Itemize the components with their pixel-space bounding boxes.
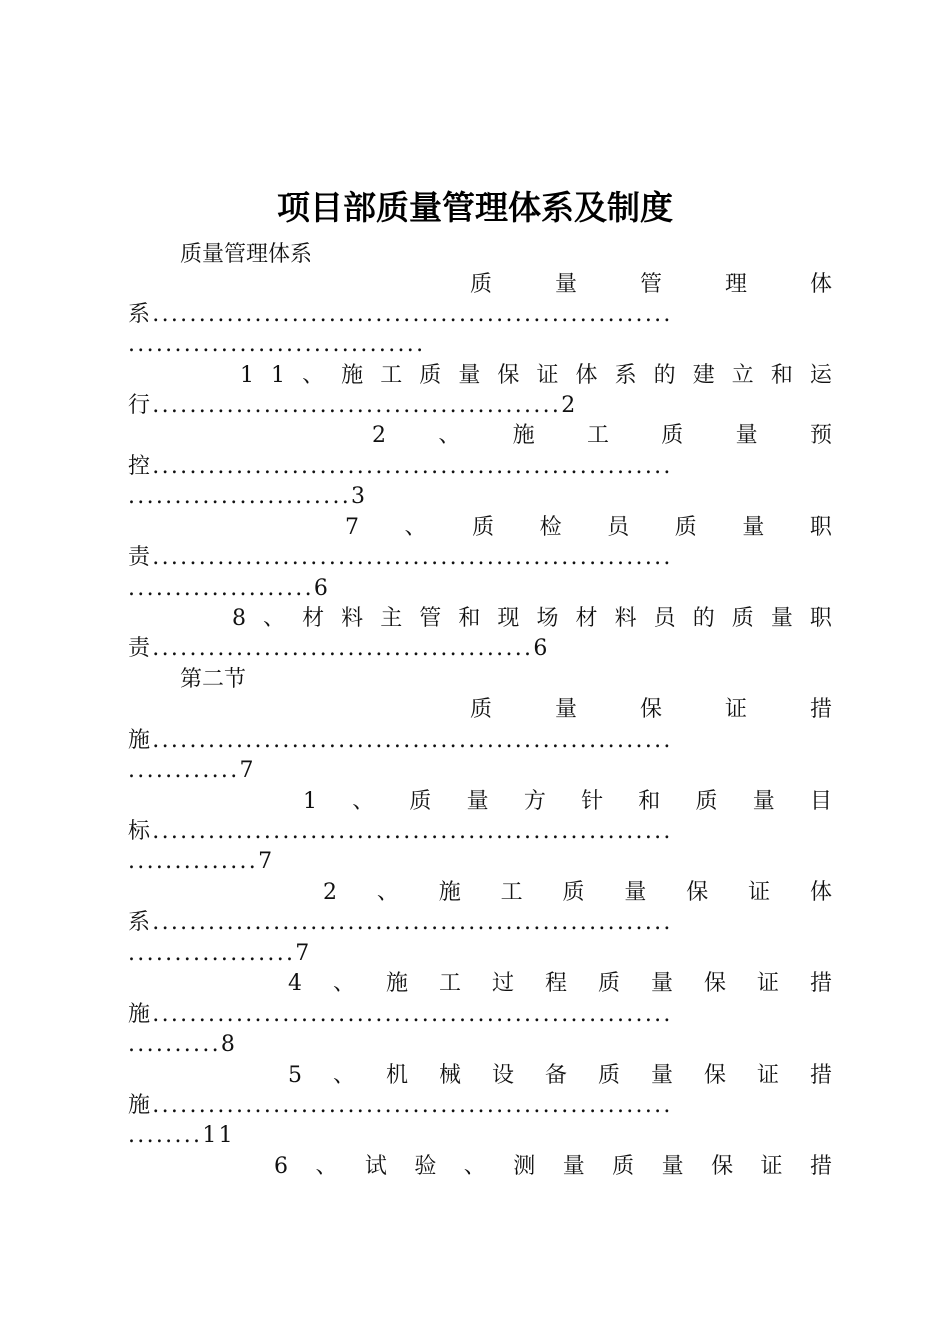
toc-char: 施 (512, 423, 535, 448)
toc-char: 措 (809, 971, 832, 996)
toc-char: 系 (614, 363, 637, 388)
toc-line (470, 270, 832, 300)
toc-char: 职 (809, 606, 832, 631)
toc-char: 、 (404, 515, 427, 540)
toc-line (274, 1152, 832, 1182)
toc-char: 试 (364, 1154, 387, 1179)
toc-char: 机 (385, 1063, 408, 1088)
toc-line (470, 695, 832, 725)
toc-leader-line: 系........................................................ (128, 302, 673, 327)
toc-char: 质 (731, 606, 754, 631)
toc-leader-line: 标........................................................ (128, 819, 673, 844)
toc-char: 证 (536, 363, 559, 388)
toc-char: 目 (809, 789, 832, 814)
toc-char: 检 (539, 515, 562, 540)
toc-char: 、 (302, 363, 325, 388)
toc-char: 预 (809, 423, 832, 448)
toc-char: 程 (544, 971, 567, 996)
toc-char: 、 (332, 1063, 355, 1088)
toc-char: 量 (770, 606, 793, 631)
toc-char: 质 (597, 1063, 620, 1088)
toc-line (345, 513, 832, 543)
toc-char: 建 (692, 363, 715, 388)
toc-char: 立 (731, 363, 754, 388)
toc-char: 措 (809, 1063, 832, 1088)
toc-char: 、 (332, 971, 355, 996)
toc-line (232, 604, 832, 634)
toc-char: 保 (497, 363, 520, 388)
toc-leader-line: ................................ (128, 332, 426, 357)
toc-char: 措 (809, 1154, 832, 1179)
toc-char: 、 (263, 606, 286, 631)
toc-char: 械 (438, 1063, 461, 1088)
toc-char: 质 (612, 1154, 635, 1179)
toc-char: 质 (674, 515, 697, 540)
toc-char: 保 (686, 880, 709, 905)
toc-leader-line: ........................3 (128, 484, 368, 509)
toc-char: 设 (491, 1063, 514, 1088)
toc-line (323, 878, 832, 908)
toc-char: 料 (614, 606, 637, 631)
toc-char: 管 (639, 272, 662, 297)
toc-char: 证 (760, 1154, 783, 1179)
toc-char: 6 (274, 1154, 288, 1179)
toc-heading: 第二节 (180, 667, 247, 692)
toc-leader-line: ............7 (128, 758, 256, 783)
toc-char: 料 (341, 606, 364, 631)
toc-char: 场 (536, 606, 559, 631)
toc-leader-line: 责........................................................ (128, 545, 673, 570)
toc-char: 施 (385, 971, 408, 996)
toc-char: 的 (692, 606, 715, 631)
toc-char: 质 (661, 423, 684, 448)
toc-leader-line: 控........................................................ (128, 454, 673, 479)
toc-char: 工 (586, 423, 609, 448)
toc-leader-line: ........11 (128, 1123, 235, 1148)
toc-char: 质 (562, 880, 585, 905)
toc-char: 证 (724, 697, 747, 722)
toc-char: 工 (438, 971, 461, 996)
toc-char: 量 (466, 789, 489, 814)
toc-leader-line: 施........................................................ (128, 1002, 673, 1027)
toc-char: 职 (809, 515, 832, 540)
toc-leader-line: 施........................................................ (128, 728, 673, 753)
toc-char: 保 (639, 697, 662, 722)
toc-leader-line: ..............7 (128, 849, 275, 874)
toc-char: 、 (463, 1154, 486, 1179)
toc-char: 2 (323, 880, 337, 905)
toc-char: 质 (419, 363, 442, 388)
toc-leader-line: ....................6 (128, 576, 331, 601)
toc-char: 量 (624, 880, 647, 905)
toc-char: 措 (809, 697, 832, 722)
toc-char: 体 (809, 880, 832, 905)
toc-char: 保 (711, 1154, 734, 1179)
toc-char: 质 (470, 272, 493, 297)
toc-char: 2 (372, 423, 386, 448)
toc-char: 员 (653, 606, 676, 631)
toc-char: 4 (288, 971, 302, 996)
toc-char: 、 (376, 880, 399, 905)
toc-char: 、 (438, 423, 461, 448)
toc-leader-line: 责.........................................6 (128, 636, 550, 661)
toc-char: 、 (315, 1154, 338, 1179)
toc-char: 证 (756, 1063, 779, 1088)
toc-char: 和 (458, 606, 481, 631)
toc-char: 5 (288, 1063, 302, 1088)
toc-leader-line: ..................7 (128, 941, 312, 966)
toc-char: 保 (703, 1063, 726, 1088)
toc-char: 8 (232, 606, 246, 631)
toc-char: 量 (554, 697, 577, 722)
toc-char: 工 (380, 363, 403, 388)
toc-heading: 质量管理体系 (180, 242, 313, 267)
toc-char: 体 (575, 363, 598, 388)
toc-char: 质 (409, 789, 432, 814)
toc-char: 验 (414, 1154, 437, 1179)
toc-char: 、 (352, 789, 375, 814)
toc-char: 质 (470, 697, 493, 722)
toc-char: 工 (500, 880, 523, 905)
toc-char: 1 (271, 363, 286, 388)
toc-char: 方 (523, 789, 546, 814)
toc-char: 量 (742, 515, 765, 540)
toc-char: 材 (575, 606, 598, 631)
toc-leader-line: 系........................................................ (128, 910, 673, 935)
toc-char: 1 (303, 789, 317, 814)
toc-line (303, 787, 832, 817)
toc-char: 和 (770, 363, 793, 388)
toc-char: 量 (752, 789, 775, 814)
toc-char: 针 (581, 789, 604, 814)
toc-char: 现 (497, 606, 520, 631)
toc-char: 1 (240, 363, 254, 388)
toc-leader-line: 施........................................................ (128, 1093, 673, 1118)
toc-char: 保 (703, 971, 726, 996)
toc-char: 理 (724, 272, 747, 297)
toc-leader-line: ..........8 (128, 1032, 238, 1057)
toc-char: 运 (809, 363, 832, 388)
toc-char: 过 (491, 971, 514, 996)
toc-char: 质 (597, 971, 620, 996)
toc-char: 证 (756, 971, 779, 996)
toc-char: 施 (341, 363, 364, 388)
toc-char: 7 (345, 515, 359, 540)
toc-char: 量 (650, 971, 673, 996)
toc-char: 体 (809, 272, 832, 297)
toc-char: 材 (302, 606, 325, 631)
toc-char: 员 (607, 515, 630, 540)
toc-char: 备 (544, 1063, 567, 1088)
toc-char: 量 (562, 1154, 585, 1179)
toc-char: 主 (380, 606, 403, 631)
toc-line (240, 361, 832, 391)
toc-char: 的 (653, 363, 676, 388)
toc-char: 量 (661, 1154, 684, 1179)
toc-line (288, 969, 832, 999)
toc-leader-line: 行............................................2 (128, 393, 578, 418)
toc-char: 测 (513, 1154, 536, 1179)
toc-char: 和 (638, 789, 661, 814)
toc-char: 量 (650, 1063, 673, 1088)
toc-line (288, 1061, 832, 1091)
toc-char: 施 (438, 880, 461, 905)
toc-char: 量 (735, 423, 758, 448)
toc-char: 量 (554, 272, 577, 297)
toc-line (372, 421, 832, 451)
toc-char: 质 (472, 515, 495, 540)
document-title: 项目部质量管理体系及制度 (277, 188, 673, 227)
toc-char: 量 (458, 363, 481, 388)
toc-char: 证 (748, 880, 771, 905)
toc-char: 质 (695, 789, 718, 814)
toc-char: 管 (419, 606, 442, 631)
